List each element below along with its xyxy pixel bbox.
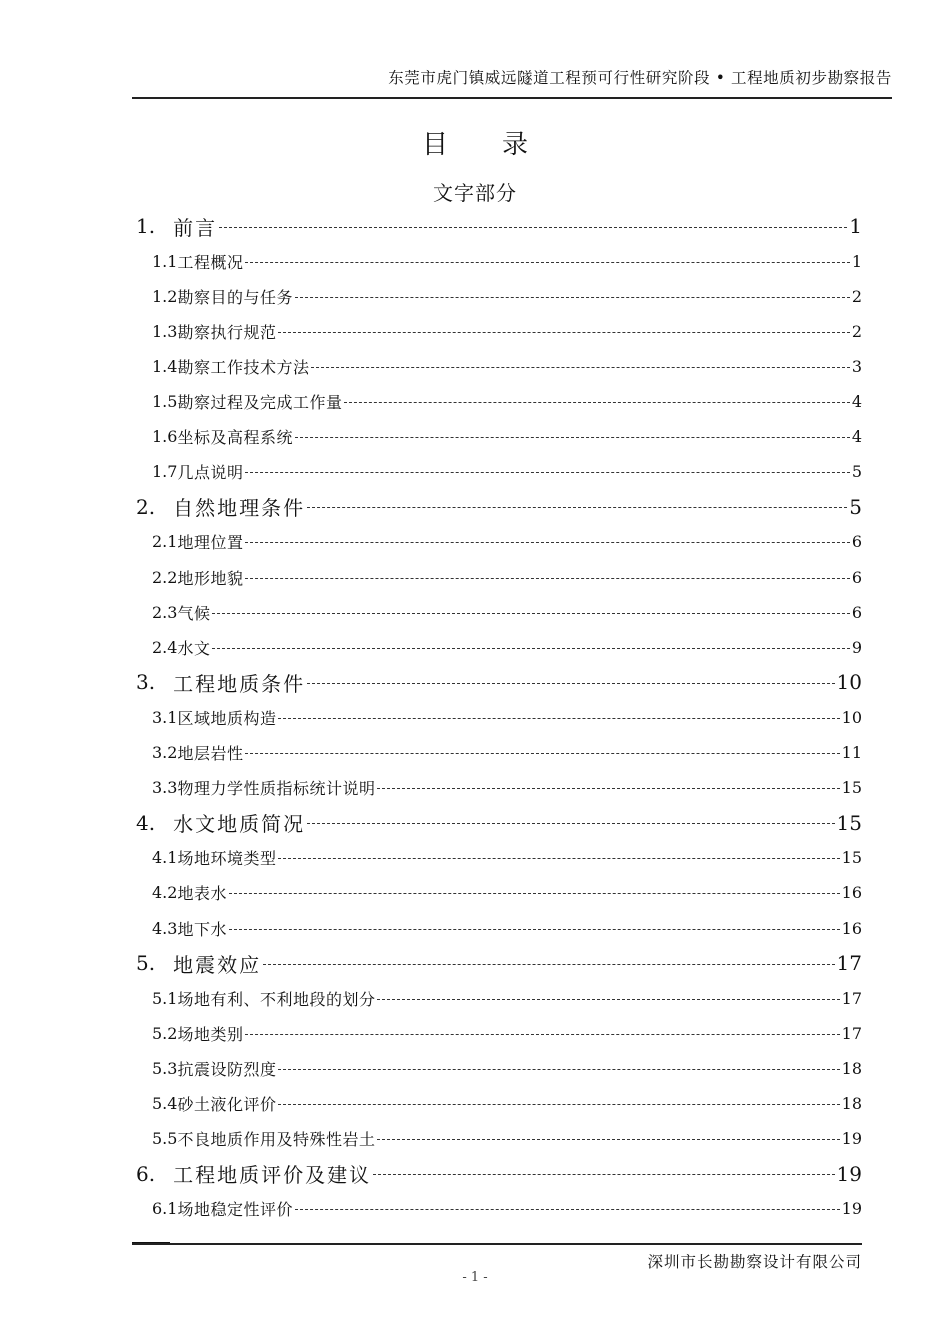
toc-dash-leader (245, 578, 849, 579)
toc-entry-page: 2 (851, 321, 862, 341)
toc-subsection-entry (152, 1196, 862, 1222)
toc-entry-page: 18 (841, 1094, 862, 1113)
toc-subtitle: 文字部分 (433, 181, 517, 205)
toc-entry-label: 气候 (177, 603, 211, 623)
toc-entry-number: 5.1 (152, 988, 178, 1008)
toc-dash-leader (245, 472, 849, 473)
toc-dash-leader (278, 858, 839, 859)
toc-entry-label: 不良地质作用及特殊性岩土 (177, 1130, 376, 1150)
toc-entry-label: 坐标及高程系统 (177, 428, 293, 448)
toc-entry-label: 场地有利、不利地段的划分 (177, 989, 376, 1009)
toc-entry-number: 3.3 (152, 778, 178, 798)
toc-entry-page: 5 (849, 494, 862, 519)
toc-entry-page: 10 (836, 670, 862, 695)
toc-entry-label: 区域地质构造 (177, 708, 277, 728)
toc-dash-leader (377, 999, 839, 1000)
toc-subsection-entry (152, 459, 862, 485)
toc-dash-leader (278, 1069, 839, 1070)
toc-entry-label: 勘察工作技术方法 (177, 357, 310, 377)
toc-entry-label: 地表水 (177, 884, 227, 904)
toc-dash-leader (377, 1139, 839, 1140)
toc-subsection-entry (152, 985, 862, 1011)
toc-subsection-entry (152, 353, 862, 379)
footer-company: 深圳市长勘勘察设计有限公司 (647, 1253, 862, 1271)
toc-subsection-entry (152, 318, 862, 344)
toc-entry-number: 6. (136, 1161, 156, 1186)
toc-entry-page: 18 (841, 1058, 862, 1078)
toc-entry-number: 3. (136, 670, 156, 695)
toc-section-entry (136, 492, 862, 522)
toc-entry-number: 3.2 (152, 743, 178, 762)
toc-dash-leader (307, 683, 834, 684)
toc-entry-page: 16 (841, 918, 862, 938)
toc-subsection-entry (152, 529, 862, 555)
toc-section-entry (136, 667, 862, 697)
toc-entry-label: 水文地质简况 (173, 812, 306, 837)
toc-dash-leader (377, 788, 839, 789)
toc-entry-page: 17 (841, 988, 862, 1008)
toc-entry-number: 1. (136, 214, 156, 238)
toc-entry-number: 5.3 (152, 1058, 178, 1078)
toc-entry-number: 1.3 (152, 321, 178, 341)
page-number: - 1 - (462, 1270, 488, 1285)
toc-entry-label: 地层岩性 (177, 744, 244, 763)
toc-entry-label: 水文 (177, 638, 211, 658)
toc-entry-page: 17 (841, 1023, 862, 1043)
toc-entry-number: 4.1 (152, 848, 178, 868)
toc-dash-leader (278, 1104, 839, 1105)
toc-entry-number: 1.4 (152, 356, 178, 376)
toc-entry-page: 16 (841, 883, 862, 903)
toc-entry-page: 2 (851, 286, 862, 306)
toc-entry-label: 工程地质评价及建议 (173, 1163, 372, 1188)
toc-entry-number: 1.5 (152, 392, 178, 411)
toc-entry-number: 1.1 (152, 251, 178, 271)
toc-entry-number: 2.2 (152, 567, 178, 587)
toc-entry-label: 工程概况 (177, 252, 244, 272)
toc-entry-number: 4.2 (152, 883, 178, 903)
toc-subsection-entry (152, 915, 862, 941)
toc-entry-label: 地震效应 (173, 952, 262, 977)
toc-entry-page: 9 (851, 637, 862, 657)
toc-entry-page: 1 (849, 214, 862, 238)
toc-entry-number: 2. (136, 494, 156, 519)
toc-subsection-entry (152, 283, 862, 309)
toc-entry-label: 地理位置 (177, 533, 244, 553)
toc-dash-leader (219, 227, 847, 228)
toc-entry-label: 物理力学性质指标统计说明 (177, 779, 376, 799)
toc-entry-number: 6.1 (152, 1199, 178, 1219)
toc-entry-label: 勘察目的与任务 (177, 287, 293, 307)
toc-entry-page: 10 (841, 707, 862, 727)
toc-entry-label: 勘察执行规范 (177, 322, 277, 342)
toc-entry-number: 5.5 (152, 1129, 178, 1149)
toc-section-entry (136, 1159, 862, 1189)
toc-entry-number: 1.7 (152, 462, 178, 482)
toc-dash-leader (311, 367, 849, 368)
toc-subsection-entry (152, 704, 862, 730)
toc-dash-leader (212, 648, 849, 649)
toc-entry-number: 5.4 (152, 1094, 178, 1113)
toc-dash-leader (278, 332, 849, 333)
toc-dash-leader (229, 893, 840, 894)
toc-subsection-entry (152, 424, 862, 450)
toc-dash-leader (295, 297, 850, 298)
toc-entry-number: 2.1 (152, 532, 178, 552)
toc-entry-label: 工程地质条件 (173, 671, 306, 696)
toc-dash-leader (229, 929, 840, 930)
toc-entry-page: 4 (851, 427, 862, 447)
toc-entry-number: 3.1 (152, 707, 178, 727)
toc-entry-page: 5 (851, 462, 862, 482)
toc-dash-leader (263, 964, 834, 965)
toc-entry-label: 地下水 (177, 919, 227, 939)
toc-entry-number: 2.4 (152, 637, 178, 657)
toc-subsection-entry (152, 599, 862, 625)
toc-subsection-entry (152, 1091, 862, 1117)
toc-entry-page: 19 (841, 1199, 862, 1219)
toc-entry-page: 1 (851, 251, 862, 271)
toc-entry-page: 4 (851, 392, 862, 411)
toc-entry-label: 砂土液化评价 (177, 1095, 277, 1114)
toc-title: 目录 (421, 130, 582, 160)
toc-entry-page: 15 (841, 778, 862, 798)
toc-subsection-entry (152, 1126, 862, 1152)
toc-entry-page: 19 (836, 1161, 862, 1186)
toc-entry-number: 5.2 (152, 1023, 178, 1043)
toc-entry-label: 自然地理条件 (173, 496, 306, 521)
toc-entry-page: 6 (851, 567, 862, 587)
toc-subsection-entry (152, 880, 862, 906)
toc-subsection-entry (152, 389, 862, 415)
toc-subsection-entry (152, 1020, 862, 1046)
toc-entry-page: 15 (836, 810, 862, 835)
toc-entry-label: 抗震设防烈度 (177, 1059, 277, 1079)
toc-entry-label: 地形地貌 (177, 568, 244, 588)
toc-entry-label: 勘察过程及完成工作量 (177, 393, 343, 412)
toc-entry-number: 4.3 (152, 918, 178, 938)
toc-entry-number: 4. (136, 810, 156, 835)
toc-dash-leader (344, 402, 849, 403)
toc-dash-leader (295, 437, 850, 438)
toc-subsection-entry (152, 564, 862, 590)
toc-entry-label: 前言 (173, 215, 218, 240)
toc-subsection-entry (152, 634, 862, 660)
toc-dash-leader (245, 753, 839, 754)
toc-dash-leader (295, 1209, 840, 1210)
toc-subsection-entry (152, 775, 862, 801)
toc-subsection-entry (152, 248, 862, 274)
toc-dash-leader (278, 718, 839, 719)
header-rule (132, 97, 892, 99)
toc-entry-page: 15 (841, 848, 862, 868)
toc-entry-label: 几点说明 (177, 463, 244, 483)
toc-section-entry (136, 211, 862, 241)
toc-dash-leader (245, 262, 849, 263)
toc-entry-number: 5. (136, 951, 156, 976)
toc-entry-label: 场地环境类型 (177, 849, 277, 869)
toc-entry-number: 2.3 (152, 602, 178, 622)
toc-dash-leader (373, 1174, 834, 1175)
toc-entry-page: 6 (851, 602, 862, 622)
toc-entry-page: 11 (841, 743, 862, 762)
toc-dash-leader (212, 613, 849, 614)
toc-entry-page: 17 (836, 951, 862, 976)
toc-subsection-entry (152, 1055, 862, 1081)
toc-entry-number: 1.2 (152, 286, 178, 306)
toc-dash-leader (245, 542, 849, 543)
footer-rule (132, 1243, 862, 1245)
toc-entry-number: 1.6 (152, 427, 178, 447)
toc-dash-leader (307, 823, 834, 824)
toc-subsection-entry (152, 740, 862, 766)
toc-subsection-entry (152, 845, 862, 871)
toc-entry-page: 19 (841, 1129, 862, 1149)
toc-entry-label: 场地类别 (177, 1024, 244, 1044)
toc-section-entry (136, 948, 862, 978)
toc-entry-page: 6 (851, 532, 862, 552)
toc-dash-leader (245, 1034, 839, 1035)
toc-section-entry (136, 808, 862, 838)
toc-dash-leader (307, 507, 847, 508)
running-header: 东莞市虎门镇威远隧道工程预可行性研究阶段 • 工程地质初步勘察报告 (388, 69, 892, 87)
toc-entry-label: 场地稳定性评价 (177, 1200, 293, 1220)
toc-entry-page: 3 (851, 356, 862, 376)
